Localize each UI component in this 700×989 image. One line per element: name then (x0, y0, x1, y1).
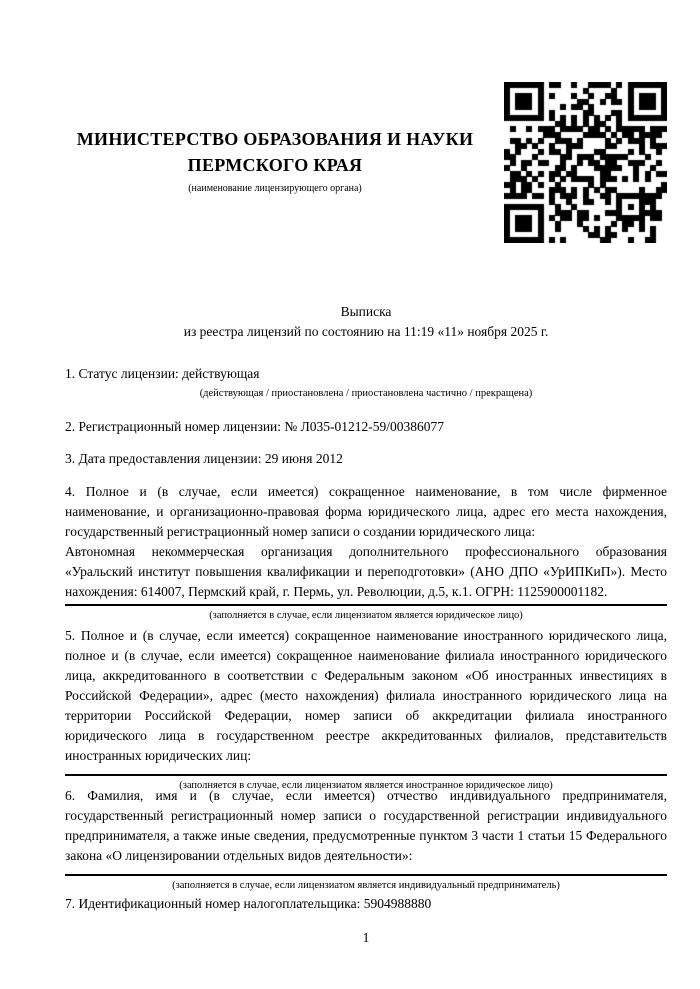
licensing-authority-caption: (наименование лицензирующего органа) (188, 183, 362, 194)
item-2-text: 2. Регистрационный номер лицензии: № Л035-01212-59/00386077 (65, 419, 445, 434)
item-6-individual-entrepreneur (65, 786, 667, 892)
item-3-text: 3. Дата предоставления лицензии: 29 июня 2012 (65, 451, 343, 466)
item-6-text: 6. Фамилия, имя и (в случае, если имеется) отчество индивидуального предпринимателя, государственный регистрационный номер записи о государственной регистрации индивидуального предпринимателя, а также иные сведения, предусмотренные пунктом 3 части 1 статьи 15 Федерального закона «О лицензировании отдельных видов деятельности»: (65, 788, 667, 863)
title-line1: Выписка (340, 304, 392, 319)
item-7-taxpayer-number (65, 894, 667, 914)
ministry-name-line2: ПЕРМСКОГО КРАЯ (187, 155, 363, 175)
item-7-text: 7. Идентификационный номер налогоплательщика: 5904988880 (65, 896, 432, 911)
item-5-foreign-legal-entity (65, 626, 667, 792)
item-1-text: 1. Статус лицензии: действующая (65, 366, 260, 381)
licensing-authority-header (65, 126, 485, 195)
item-4-caption: (заполняется в случае, если лицензиатом является юридическое лицо) (209, 610, 523, 621)
item-4-value: Автономная некоммерческая организация дополнительного профессионального образования «Уральский институт повышения квалификации и переподготовки» (АНО ДПО «УрИПКиП»). Место нахождения: 614007, Пермский край, г. Пермь, ул. Революции, д.5, к.1. ОГРН: 1125900001182. (65, 542, 667, 606)
item-2-registration-number (65, 417, 667, 437)
item-5-text: 5. Полное и (в случае, если имеется) сокращенное наименование иностранного юридического лица, полное и (в случае, если имеется) сокращенное наименование филиала иностранного юридического лица, аккредитованного в соответствии с Федеральным законом «Об иностранных инвестициях в Российской Федерации», адрес (место нахождения) филиала иностранного юридического лица на территории Российской Федерации, номер записи об аккредитации филиала иностранного юридического лица в государственном реестре аккредитованных филиалов, представительств иностранных юридических лиц: (65, 628, 667, 763)
page-number: 1 (362, 930, 370, 945)
ministry-name-line1: МИНИСТЕРСТВО ОБРАЗОВАНИЯ И НАУКИ (76, 129, 474, 149)
qr-code (504, 82, 667, 243)
item-6-caption: (заполняется в случае, если лицензиатом является индивидуальный предприниматель) (172, 880, 560, 891)
title-line2: из реестра лицензий по состоянию на 11:19 «11» ноября 2025 г. (183, 324, 549, 339)
item-3-grant-date (65, 449, 667, 469)
document-title (65, 302, 667, 342)
item-6-blank-field (65, 866, 667, 876)
item-5-caption: (заполняется в случае, если лицензиатом является иностранное юридическое лицо) (179, 780, 553, 791)
item-1-license-status (65, 364, 667, 400)
item-1-caption: (действующая / приостановлена / приостановлена частично / прекращена) (199, 388, 533, 399)
item-4-legal-entity (65, 482, 667, 622)
item-4-text: 4. Полное и (в случае, если имеется) сокращенное наименование, в том числе фирменное наименование, и организационно-правовая форма юридического лица, адрес его места нахождения, государственный регистрационный номер записи о создании юридического лица: (65, 484, 667, 539)
item-5-blank-field (65, 766, 667, 776)
